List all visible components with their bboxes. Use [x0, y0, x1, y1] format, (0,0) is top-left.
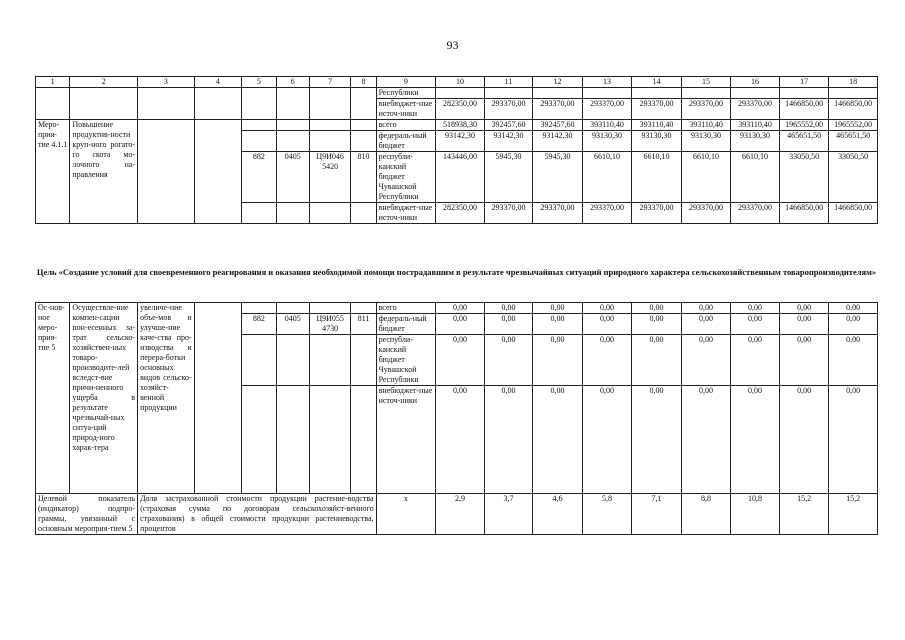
value-cell: 0,00 [779, 386, 829, 494]
value-cell: 2,9 [436, 494, 485, 535]
value-cell: 0,00 [632, 303, 682, 314]
column-number: 6 [276, 77, 309, 88]
value-cell: 293370,00 [484, 99, 533, 120]
value-cell: 3,7 [484, 494, 533, 535]
value-cell: 1466850,00 [779, 203, 829, 224]
value-cell: 0,00 [582, 335, 632, 386]
value-cell: 0,00 [484, 314, 533, 335]
value-cell: 392457,60 [484, 120, 533, 131]
value-cell: 0,00 [681, 335, 731, 386]
budget-table-lower [35, 302, 878, 535]
value-cell: 93142,30 [533, 131, 583, 152]
value-cell: 0,00 [779, 314, 829, 335]
value-cell: 15,2 [779, 494, 829, 535]
value-cell: 0,00 [681, 303, 731, 314]
value-cell: 518938,30 [436, 120, 485, 131]
value-cell: 6610,10 [582, 152, 632, 203]
indicator-mark: х [376, 494, 436, 535]
value-cell: 293370,00 [632, 203, 682, 224]
table-row [36, 88, 878, 99]
value-cell: 1965552,00 [779, 120, 829, 131]
value-cell: 93130,30 [681, 131, 731, 152]
value-cell: 293370,00 [632, 99, 682, 120]
value-cell: 393110,40 [582, 120, 632, 131]
source-label: республи-канский бюджет Чувашской Республики [376, 335, 436, 386]
value-cell: 0,00 [582, 314, 632, 335]
value-cell: 1965552,00 [829, 120, 878, 131]
source-label: федераль-ный бюджет [376, 314, 436, 335]
value-cell: 0,00 [731, 335, 780, 386]
target-article-code: Ц9И055 4730 [309, 314, 350, 335]
value-cell: 0,00 [484, 386, 533, 494]
column-number: 16 [731, 77, 780, 88]
value-cell: 0,00 [533, 314, 583, 335]
value-cell: 293370,00 [533, 99, 583, 120]
value-cell: 0,00 [731, 314, 780, 335]
value-cell: 6610,10 [681, 152, 731, 203]
value-cell: 393110,40 [632, 120, 682, 131]
value-cell: 8,8 [681, 494, 731, 535]
source-label: Республики [376, 88, 436, 99]
value-cell: 5,8 [582, 494, 632, 535]
source-label: всего [376, 120, 436, 131]
source-label: федераль-ный бюджет [376, 131, 436, 152]
value-cell: 10,8 [731, 494, 780, 535]
value-cell: 0,00 [681, 386, 731, 494]
expected-result: увеличе-ние объе-мов и улучше-ние каче-ства про-изводства и перера-ботки основных видов сельско-хозяйст-венной продукции [138, 303, 195, 494]
value-cell: 0,00 [829, 386, 878, 494]
value-cell: 0,00 [484, 303, 533, 314]
source-label: всего [376, 303, 436, 314]
value-cell: 4,6 [533, 494, 583, 535]
value-cell: 293370,00 [681, 203, 731, 224]
source-label: внебюджет-ные источ-ники [376, 203, 436, 224]
value-cell: 393110,40 [731, 120, 780, 131]
activity-name: Повышение продуктив-ности круп-ного рогато-го скота мо-лочного на-правления [70, 120, 138, 224]
value-cell: 0,00 [436, 386, 485, 494]
value-cell: 0,00 [582, 303, 632, 314]
value-cell: 0,00 [582, 386, 632, 494]
value-cell: 93130,30 [582, 131, 632, 152]
value-cell: 293370,00 [681, 99, 731, 120]
column-number: 4 [194, 77, 242, 88]
column-number: 8 [351, 77, 376, 88]
value-cell: 33050,50 [779, 152, 829, 203]
column-number: 14 [632, 77, 682, 88]
value-cell: 0,00 [533, 303, 583, 314]
value-cell: 0,00 [731, 303, 780, 314]
value-cell: 93142,30 [436, 131, 485, 152]
activity-code: Меро-прия-тие 4.1.1 [36, 120, 70, 224]
value-cell: 93130,30 [731, 131, 780, 152]
value-cell: 0,00 [829, 303, 878, 314]
value-cell: 293370,00 [582, 203, 632, 224]
value-cell: 0,00 [533, 386, 583, 494]
indicator-label: Целевой показатель (индикатор) подпро-граммы, увязанный с основным мероприя-тием 5 [36, 494, 138, 535]
column-number: 12 [533, 77, 583, 88]
expense-type-code: 810 [351, 152, 376, 203]
value-cell: 0,00 [436, 303, 485, 314]
value-cell: 1466850,00 [779, 99, 829, 120]
value-cell: 143446,00 [436, 152, 485, 203]
column-number: 13 [582, 77, 632, 88]
ministry-code: 882 [242, 152, 276, 203]
section-code: 0405 [276, 152, 309, 203]
value-cell: 1466850,00 [829, 203, 878, 224]
value-cell: 93130,30 [632, 131, 682, 152]
target-article-code: Ц9И046 5420 [309, 152, 350, 203]
value-cell: 15,2 [829, 494, 878, 535]
column-number: 2 [70, 77, 138, 88]
value-cell: 0,00 [731, 386, 780, 494]
value-cell: 6610,10 [632, 152, 682, 203]
column-number: 1 [36, 77, 70, 88]
value-cell: 392457,60 [533, 120, 583, 131]
activity-name: Осуществле-ние компен-сации пон-есенных за-трат сельско-хозяйствен-ных товаро-производите-лей вследст-вие причи-ненного ущерба в результате чрезвычай-ных ситуа-ций природ-ного харак-тера [70, 303, 138, 494]
goal-heading: Цель «Создание условий для своевременного реагирования и оказания необходимой помощи пострадавшим в результате чрезвычайных ситуаций природного характера сельскохозяйственным товаропроизводителям» [36, 267, 877, 277]
column-number: 10 [436, 77, 485, 88]
value-cell: 465651,50 [829, 131, 878, 152]
value-cell: 5945,30 [533, 152, 583, 203]
value-cell: 33050,50 [829, 152, 878, 203]
value-cell: 0,00 [484, 335, 533, 386]
value-cell: 0,00 [779, 303, 829, 314]
value-cell: 393110,40 [681, 120, 731, 131]
expense-type-code: 811 [351, 314, 376, 335]
value-cell: 293370,00 [484, 203, 533, 224]
indicator-row [36, 494, 878, 535]
value-cell: 5945,30 [484, 152, 533, 203]
value-cell: 0,00 [436, 314, 485, 335]
column-number: 15 [681, 77, 731, 88]
column-number: 9 [376, 77, 436, 88]
value-cell: 293370,00 [731, 203, 780, 224]
value-cell: 282350,00 [436, 203, 485, 224]
value-cell: 93142,30 [484, 131, 533, 152]
value-cell: 0,00 [436, 335, 485, 386]
column-number: 3 [138, 77, 195, 88]
value-cell: 0,00 [533, 335, 583, 386]
ministry-code: 882 [242, 314, 276, 335]
table-row [36, 120, 878, 131]
source-label: внебюджет-ные источ-ники [376, 99, 436, 120]
value-cell: 282350,00 [436, 99, 485, 120]
value-cell: 0,00 [829, 314, 878, 335]
value-cell: 293370,00 [731, 99, 780, 120]
value-cell: 0,00 [632, 386, 682, 494]
activity-code: Ос-нов-ное меро-прия-тие 5 [36, 303, 70, 494]
column-number: 11 [484, 77, 533, 88]
column-number: 18 [829, 77, 878, 88]
section-code: 0405 [276, 314, 309, 335]
value-cell: 1466850,00 [829, 99, 878, 120]
value-cell: 7,1 [632, 494, 682, 535]
column-number: 17 [779, 77, 829, 88]
table-row [36, 303, 878, 314]
value-cell: 0,00 [829, 335, 878, 386]
column-number: 5 [242, 77, 276, 88]
value-cell: 293370,00 [533, 203, 583, 224]
source-label: республи-канский бюджет Чувашской Республики [376, 152, 436, 203]
value-cell: 6610,10 [731, 152, 780, 203]
column-number: 7 [309, 77, 350, 88]
header-row [36, 77, 878, 88]
value-cell: 0,00 [779, 335, 829, 386]
page-number: 93 [446, 38, 459, 52]
value-cell: 0,00 [632, 314, 682, 335]
value-cell: 465651,50 [779, 131, 829, 152]
budget-table-upper [35, 76, 878, 224]
value-cell: 0,00 [632, 335, 682, 386]
value-cell: 0,00 [681, 314, 731, 335]
source-label: внебюджет-ные источ-ники [376, 386, 436, 494]
indicator-description: Доля застрахованной стоимости продукции растение-водства (страховая сумма по договорам сельскохозяйст-венного страхования) в общей стоимости продукции растениеводства, процентов [138, 494, 377, 535]
value-cell: 293370,00 [582, 99, 632, 120]
